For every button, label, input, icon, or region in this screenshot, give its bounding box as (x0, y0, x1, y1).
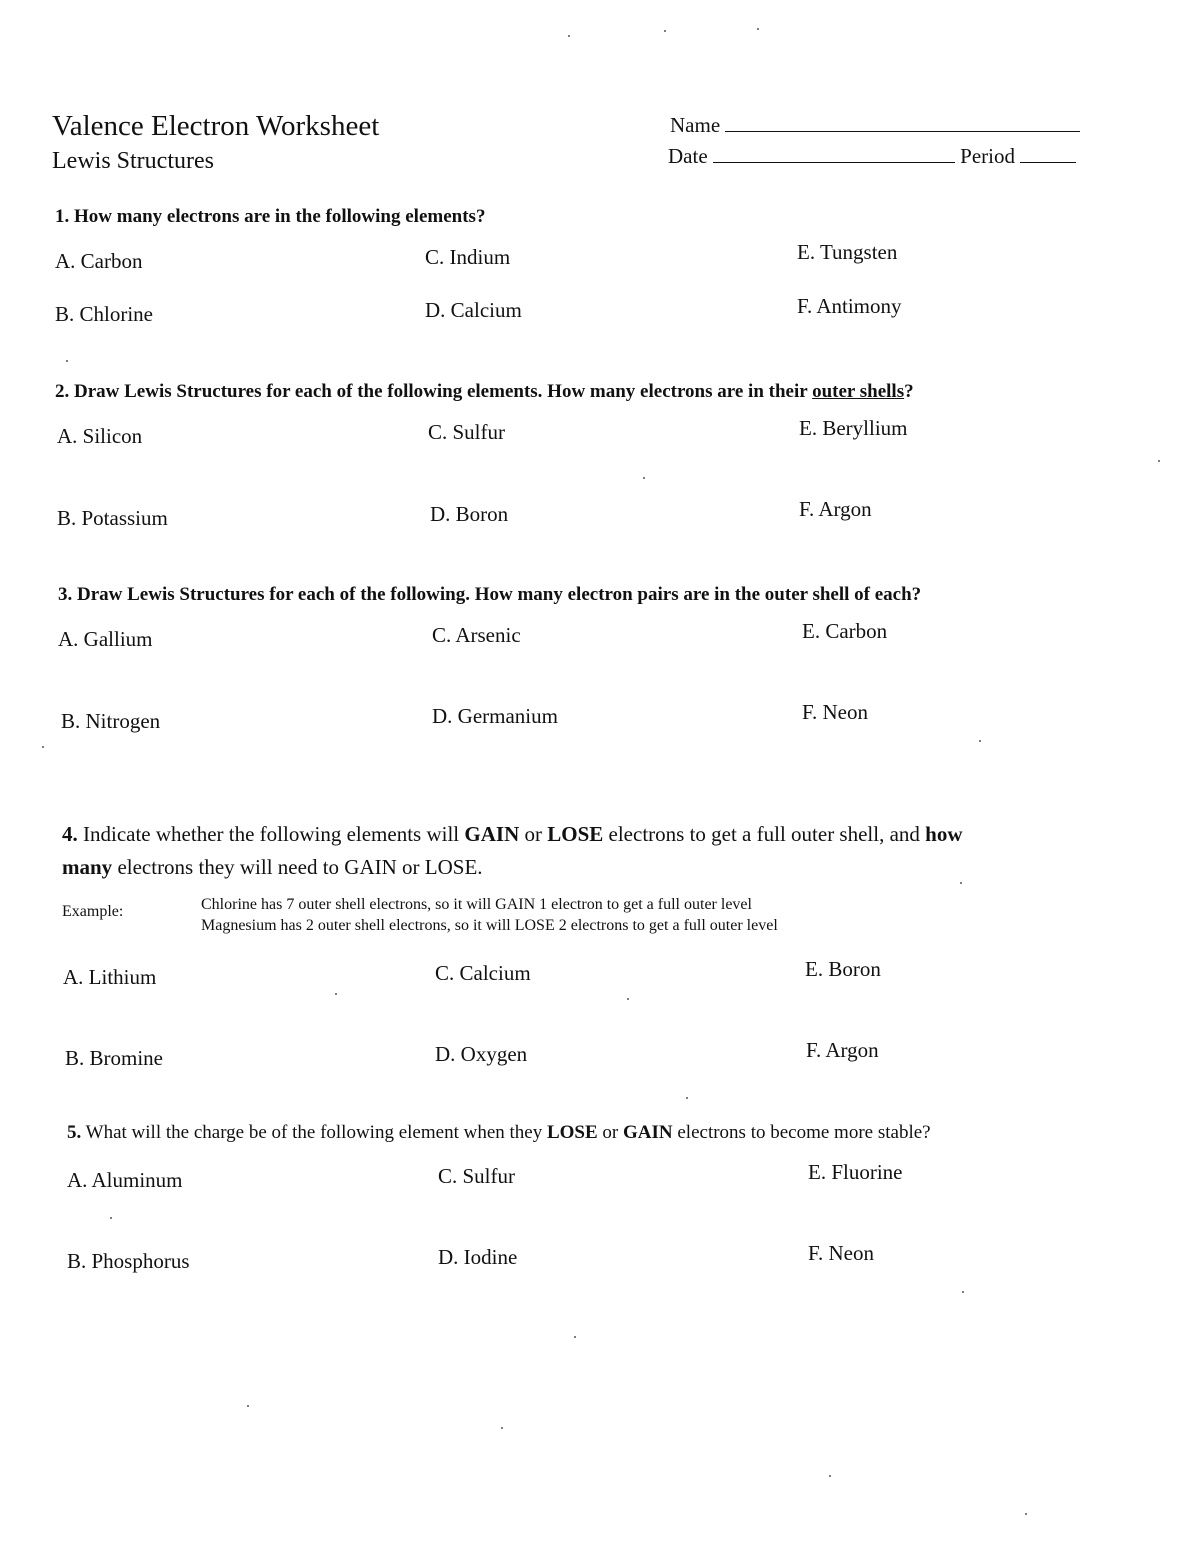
question-5-text-1: What will the charge be of the following element when they (81, 1122, 547, 1143)
q4-option-a: A. Lithium (63, 965, 157, 989)
question-2-number: 2. (55, 381, 70, 402)
q1-option-d: D. Calcium (425, 298, 522, 322)
q3-option-f: F. Neon (802, 700, 868, 724)
scan-speck (501, 1427, 503, 1429)
q2-option-d: D. Boron (430, 502, 509, 526)
question-1-number: 1. (55, 206, 70, 227)
date-label: Date (668, 144, 708, 168)
question-2-text: Draw Lewis Structures for each of the following elements. How many electrons are in their (74, 381, 813, 402)
example-line-1: Chlorine has 7 outer shell electrons, so it will GAIN 1 electron to get a full outer level (201, 896, 752, 913)
example-line-2: Magnesium has 2 outer shell electrons, so it will LOSE 2 electrons to get a full outer level (201, 917, 778, 934)
period-blank[interactable] (1020, 144, 1076, 163)
question-4-text-1: Indicate whether the following elements will (77, 822, 465, 846)
question-2-end: ? (904, 381, 914, 402)
name-row (670, 113, 1080, 138)
question-4-many: many (62, 855, 113, 879)
question-4-text-3: electrons to get a full outer shell, and (603, 822, 926, 846)
q2-option-b: B. Potassium (57, 506, 168, 530)
q3-option-d: D. Germanium (432, 704, 558, 728)
question-5-gain: GAIN (623, 1122, 673, 1143)
q1-option-f: F. Antimony (797, 294, 902, 318)
q1-option-c: C. Indium (425, 245, 511, 269)
scan-speck (979, 740, 981, 742)
scan-speck (110, 1217, 112, 1219)
scan-speck (247, 1405, 249, 1407)
q3-option-a: A. Gallium (58, 627, 153, 651)
name-label: Name (670, 113, 721, 137)
question-5-number: 5. (67, 1122, 82, 1143)
q5-option-e: E. Fluorine (808, 1160, 903, 1184)
scan-speck (1158, 460, 1160, 462)
q2-option-a: A. Silicon (57, 424, 143, 448)
question-4 (62, 818, 1092, 884)
question-1 (55, 206, 485, 228)
q4-option-e: E. Boron (805, 957, 881, 981)
question-2-underlined: outer shells (812, 381, 905, 402)
question-3-number: 3. (58, 584, 73, 605)
q1-option-e: E. Tungsten (797, 240, 898, 264)
q2-option-e: E. Beryllium (799, 416, 908, 440)
q5-option-f: F. Neon (808, 1241, 874, 1265)
question-3 (58, 584, 921, 606)
question-3-text: Draw Lewis Structures for each of the following. How many electron pairs are in the outer shell of each? (77, 584, 922, 605)
question-5 (67, 1122, 931, 1144)
name-blank[interactable] (725, 113, 1080, 132)
question-4-how: how (925, 822, 963, 846)
period-label: Period (960, 144, 1015, 168)
date-row (668, 144, 1076, 169)
scan-speck (757, 28, 759, 30)
scan-speck (829, 1475, 831, 1477)
question-5-text-3: electrons to become more stable? (672, 1122, 931, 1143)
scan-speck (568, 35, 570, 37)
q3-option-b: B. Nitrogen (61, 709, 161, 733)
example-label: Example: (62, 903, 124, 920)
date-blank[interactable] (713, 144, 955, 163)
q5-option-c: C. Sulfur (438, 1164, 516, 1188)
worksheet-subtitle: Lewis Structures (52, 148, 214, 174)
q1-option-b: B. Chlorine (55, 302, 153, 326)
question-4-gain: GAIN (464, 822, 520, 846)
scan-speck (686, 1097, 688, 1099)
q4-option-f: F. Argon (806, 1038, 879, 1062)
scan-speck (335, 993, 337, 995)
q4-option-b: B. Bromine (65, 1046, 163, 1070)
question-4-lose: LOSE (547, 822, 604, 846)
question-5-text-2: or (597, 1122, 623, 1143)
q5-option-a: A. Aluminum (67, 1168, 183, 1192)
question-5-lose: LOSE (546, 1122, 598, 1143)
question-1-text: How many electrons are in the following elements? (74, 206, 486, 227)
question-4-text-2: or (519, 822, 548, 846)
q4-option-c: C. Calcium (435, 961, 531, 985)
scan-speck (664, 30, 666, 32)
scan-speck (1025, 1513, 1027, 1515)
question-4-text-4: electrons they will need to GAIN or LOSE. (112, 855, 483, 879)
q5-option-d: D. Iodine (438, 1245, 518, 1269)
q2-option-c: C. Sulfur (428, 420, 506, 444)
scan-speck (42, 746, 44, 748)
q1-option-a: A. Carbon (55, 249, 143, 273)
scan-speck (643, 477, 645, 479)
worksheet-title: Valence Electron Worksheet (52, 110, 380, 142)
scan-speck (962, 1291, 964, 1293)
scan-speck (960, 882, 962, 884)
scan-speck (574, 1336, 576, 1338)
q3-option-e: E. Carbon (802, 619, 888, 643)
scan-speck (627, 998, 629, 1000)
scan-speck (66, 360, 68, 362)
question-2 (55, 381, 914, 403)
q5-option-b: B. Phosphorus (67, 1249, 190, 1273)
q3-option-c: C. Arsenic (432, 623, 521, 647)
q2-option-f: F. Argon (799, 497, 872, 521)
question-4-number: 4. (62, 822, 78, 846)
q4-option-d: D. Oxygen (435, 1042, 528, 1066)
